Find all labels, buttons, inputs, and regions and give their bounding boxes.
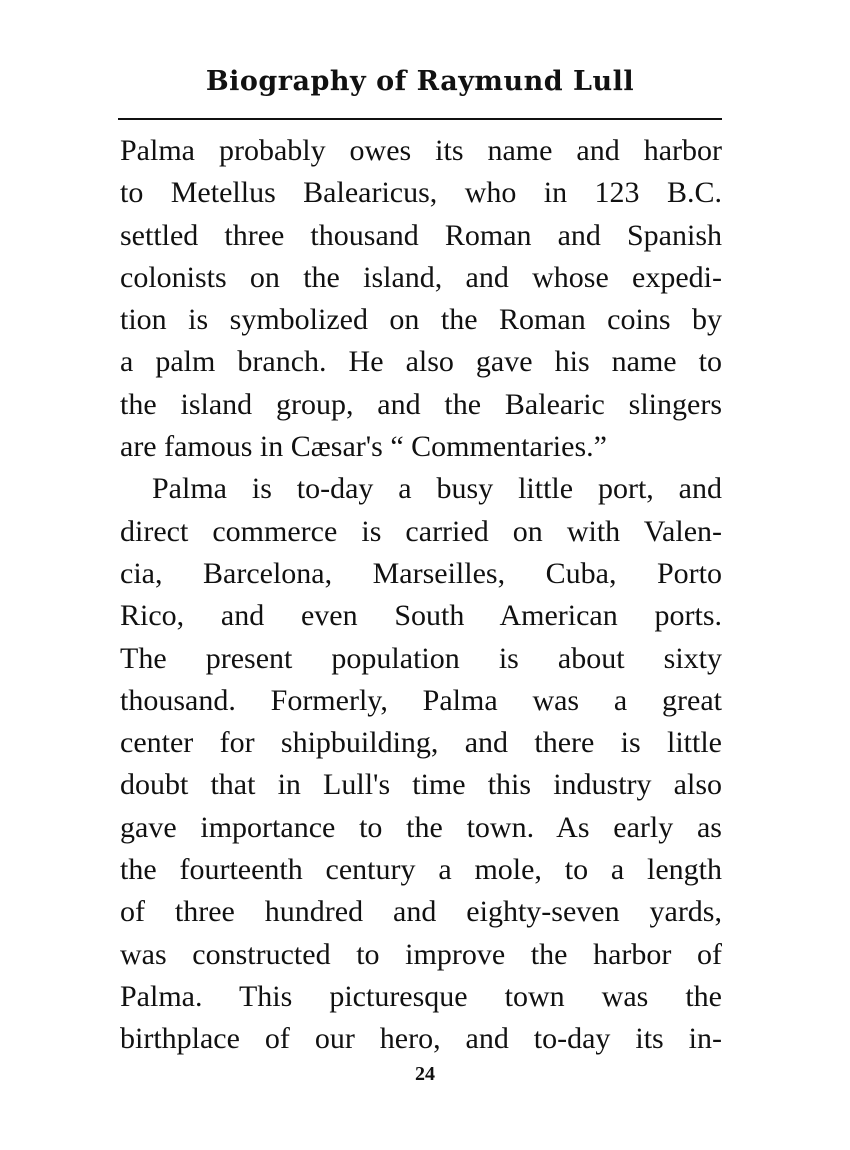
text-line: cia, Barcelona, Marseilles, Cuba, Porto (120, 556, 722, 590)
text-line: to Metellus Balearicus, who in 123 B.C. (120, 176, 722, 210)
header-rule (118, 118, 722, 120)
text-line: colonists on the island, and whose expedi- (120, 260, 722, 294)
text-line: Palma is to-day a busy little port, and (152, 472, 722, 506)
text-line: Rico, and even South American ports. (120, 599, 722, 633)
text-line: of three hundred and eighty-seven yards, (120, 895, 722, 929)
text-line: the fourteenth century a mole, to a length (120, 853, 722, 887)
body-text (120, 130, 722, 1061)
text-line: doubt that in Lull's time this industry also (120, 768, 722, 802)
paragraph-2 (120, 468, 722, 1060)
text-line: direct commerce is carried on with Valen- (120, 514, 722, 548)
text-line: gave importance to the town. As early as (120, 810, 722, 844)
text-line: Palma. This picturesque town was the (120, 979, 722, 1013)
text-line: a palm branch. He also gave his name to (120, 345, 722, 379)
text-line: birthplace of our hero, and to-day its in- (120, 1022, 722, 1056)
text-line: tion is symbolized on the Roman coins by (120, 303, 722, 337)
text-line: Palma probably owes its name and harbor (120, 134, 722, 167)
running-head: Biography of Raymund Lull (205, 66, 635, 97)
page-number: 24 (415, 1063, 435, 1085)
text-line: thousand. Formerly, Palma was a great (120, 683, 722, 717)
text-line: center for shipbuilding, and there is little (120, 726, 722, 760)
text-line: was constructed to improve the harbor of (120, 937, 722, 971)
text-line: the island group, and the Balearic slingers (120, 387, 722, 421)
text-line: are famous in Cæsar's “ Commentaries.” (120, 430, 607, 464)
text-line: settled three thousand Roman and Spanish (120, 218, 722, 252)
text-line: The present population is about sixty (120, 641, 722, 675)
paragraph-1 (120, 130, 722, 468)
